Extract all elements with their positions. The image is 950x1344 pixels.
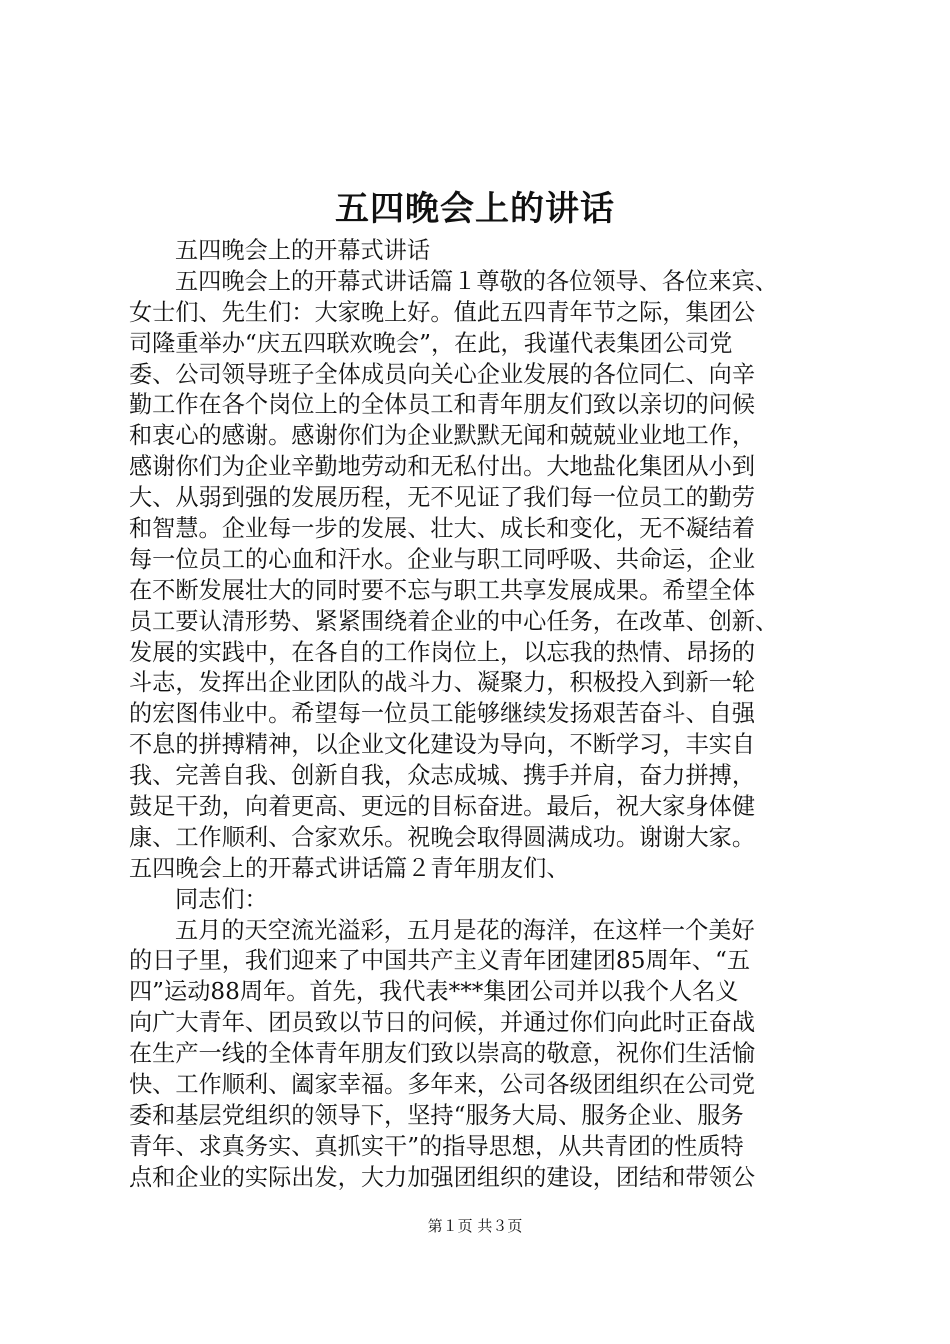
body-line: 康、工作顺利、合家欢乐。祝晚会取得圆满成功。谢谢大家。	[129, 823, 756, 851]
body-line: 向广大青年、团员致以节日的问候，并通过你们向此时正奋战	[129, 1009, 756, 1037]
body-line: 的日子里，我们迎来了中国共产主义青年团建团85周年、“五	[129, 947, 751, 975]
body-line: 员工要认清形势、紧紧围绕着企业的中心任务，在改革、创新、	[129, 607, 779, 635]
body-line: 委和基层党组织的领导下，坚持“服务大局、服务企业、服务	[129, 1101, 744, 1129]
body-line: 不息的拼搏精神，以企业文化建设为导向，不断学习，丰实自	[129, 731, 756, 759]
body-line: 四”运动88周年。首先，我代表***集团公司并以我个人名义	[129, 978, 739, 1006]
body-line: 的宏图伟业中。希望每一位员工能够继续发扬艰苦奋斗、自强	[129, 700, 756, 728]
body-line: 五四晚会上的开幕式讲话篇１尊敬的各位领导、各位来宾、	[175, 267, 778, 295]
body-line: 和智慧。企业每一步的发展、壮大、成长和变化，无不凝结着	[129, 515, 756, 543]
body-line: 快、工作顺利、阖家幸福。多年来，公司各级团组织在公司党	[129, 1071, 756, 1099]
body-line: 我、完善自我、创新自我，众志成城、携手并肩，奋力拼搏，	[129, 762, 756, 790]
body-line: 五四晚会上的开幕式讲话	[175, 237, 431, 264]
body-line: 青年、求真务实、真抓实干”的指导思想，从共青团的性质特	[129, 1132, 744, 1160]
body-line: 同志们：	[175, 885, 268, 913]
page-footer: 第１页 共３页	[427, 1217, 523, 1235]
document-body	[129, 236, 829, 1194]
body-line: 斗志，发挥出企业团队的战斗力、凝聚力，积极投入到新一轮	[129, 669, 756, 697]
body-line: 女士们、先生们：大家晚上好。值此五四青年节之际，集团公	[129, 298, 756, 326]
body-line: 五月的天空流光溢彩，五月是花的海洋，在这样一个美好	[175, 916, 755, 944]
document-title: 五四晚会上的讲话	[335, 189, 615, 229]
body-line: 勤工作在各个岗位上的全体员工和青年朋友们致以亲切的问候	[129, 391, 756, 419]
body-line: 每一位员工的心血和汗水。企业与职工同呼吸、共命运，企业	[129, 545, 756, 573]
body-line: 和衷心的感谢。感谢你们为企业默默无闻和兢兢业业地工作，	[129, 422, 756, 450]
body-line: 司隆重举办“庆五四联欢晚会”，在此，我谨代表集团公司党	[129, 329, 733, 357]
body-line: 感谢你们为企业辛勤地劳动和无私付出。大地盐化集团从小到	[129, 453, 756, 481]
body-line: 五四晚会上的开幕式讲话篇２青年朋友们、	[129, 854, 570, 882]
body-line: 委、公司领导班子全体成员向关心企业发展的各位同仁、向辛	[129, 360, 756, 388]
body-line: 鼓足干劲，向着更高、更远的目标奋进。最后，祝大家身体健	[129, 793, 756, 821]
body-line: 点和企业的实际出发，大力加强团组织的建设，团结和带领公	[129, 1163, 756, 1191]
body-line: 在不断发展壮大的同时要不忘与职工共享发展成果。希望全体	[129, 576, 756, 604]
body-line: 在生产一线的全体青年朋友们致以崇高的敬意，祝你们生活愉	[129, 1040, 756, 1068]
body-line: 大、从弱到强的发展历程，无不见证了我们每一位员工的勤劳	[129, 484, 756, 512]
body-line: 发展的实践中，在各自的工作岗位上，以忘我的热情、昂扬的	[129, 638, 756, 666]
